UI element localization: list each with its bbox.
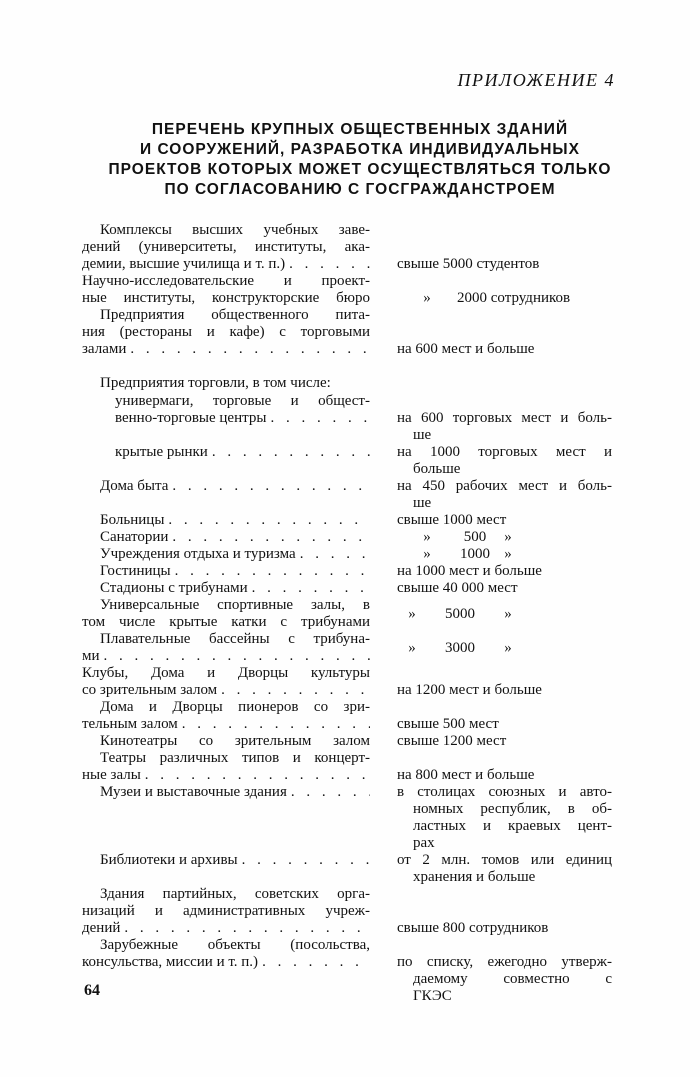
title-line-1: ПЕРЕЧЕНЬ КРУПНЫХ ОБЩЕСТВЕННЫХ ЗДАНИЙ — [151, 121, 569, 138]
row-pioneers-line-2 — [82, 716, 370, 733]
ditto-mark: » — [504, 529, 512, 545]
row-sports-line-2: том числе крытые катки с трибунами — [82, 614, 370, 630]
title-line-4: ПО СОГЛАСОВАНИЮ С ГОСГРАЖДАНСТРОЕМ — [164, 181, 556, 198]
row-stadiums-value: свыше 40 000 мест — [397, 580, 518, 596]
row-clubs-value: на 1200 мест и больше — [397, 682, 542, 698]
row-pools-value — [397, 640, 612, 657]
row-rest-amount: 1000 — [460, 546, 490, 562]
row-food-line-1: Предприятия общественного пита- — [100, 307, 370, 323]
dot-leader — [175, 563, 370, 580]
row-sanatoria-value — [397, 529, 612, 546]
dot-leader — [130, 341, 370, 358]
dot-leader — [168, 512, 370, 529]
row-museums-text: Музеи и выставочные здания — [100, 784, 287, 800]
row-nii-line-2: ные институты, конструкторские бюро — [82, 290, 370, 306]
row-cinemas-value: свыше 1200 мест — [397, 733, 507, 749]
row-pools-amount: 3000 — [445, 640, 475, 656]
row-food-line-3 — [82, 341, 370, 358]
row-sports-amount: 5000 — [445, 606, 475, 622]
row-univermag-line-1: универмаги, торговые и общест- — [115, 393, 370, 409]
row-food-value: на 600 мест и больше — [397, 341, 535, 357]
trade-heading: Предприятия торговли, в том числе: — [100, 375, 331, 391]
row-hospitals-value: свыше 1000 мест — [397, 512, 507, 528]
row-markets-value-1: на 1000 торговых мест и — [397, 444, 612, 460]
row-cinemas: Кинотеатры со зрительным залом — [100, 733, 370, 749]
row-foreign-value-1: по списку, ежегодно утверж- — [397, 954, 612, 970]
row-foreign-value-3: ГКЭС — [413, 988, 452, 1004]
dot-leader — [252, 580, 370, 597]
dot-leader — [242, 852, 370, 869]
row-hospitals — [100, 512, 370, 529]
row-party-line-3 — [82, 920, 370, 937]
row-pools-line-2 — [82, 648, 370, 665]
row-service-line-1 — [100, 478, 370, 495]
row-univermag-value-1: на 600 торговых мест и боль- — [397, 410, 612, 426]
row-foreign-text: консульства, миссии и т. п.) — [82, 954, 259, 970]
dot-leader — [172, 529, 370, 546]
row-theatres-line-2 — [82, 767, 370, 784]
dot-leader — [270, 410, 370, 427]
row-clubs-line-1: Клубы, Дома и Дворцы культуры — [82, 665, 370, 681]
dot-leader — [172, 478, 370, 495]
row-theatres-line-1: Театры различных типов и концерт- — [100, 750, 370, 766]
row-univermag-value-2: ше — [413, 427, 432, 443]
row-univermag-text: венно-торговые центры — [115, 410, 267, 426]
dot-leader — [182, 716, 370, 733]
row-nii-value — [397, 290, 612, 307]
row-food-text: залами — [82, 341, 127, 357]
row-party-value: свыше 800 сотрудников — [397, 920, 549, 936]
row-hotels-value: на 1000 мест и больше — [397, 563, 542, 579]
ditto-mark: » — [423, 546, 431, 562]
row-pools-line-1: Плавательные бассейны с трибуна- — [100, 631, 370, 647]
row-nii-line-1: Научно-исследовательские и проект- — [82, 273, 370, 289]
row-service-value-2: ше — [413, 495, 432, 511]
row-markets-line-1 — [115, 444, 370, 461]
row-rest-value — [397, 546, 612, 563]
row-theatres-value: на 800 мест и больше — [397, 767, 535, 783]
row-pools-text: ми — [82, 648, 100, 664]
row-rest-text: Учреждения отдыха и туризма — [100, 546, 296, 562]
ditto-mark: » — [423, 290, 431, 306]
row-museums-value-4: рах — [413, 835, 435, 851]
row-service-text: Дома быта — [100, 478, 169, 494]
dot-leader — [104, 648, 370, 665]
page-title — [90, 120, 630, 200]
row-pioneers-line-1: Дома и Дворцы пионеров со зри- — [100, 699, 370, 715]
row-sports-value — [397, 606, 612, 623]
row-stadiums — [100, 580, 370, 597]
dot-leader — [262, 954, 370, 971]
title-line-3: ПРОЕКТОВ КОТОРЫХ МОЖЕТ ОСУЩЕСТВЛЯТЬСЯ ТОЛЬКО — [108, 161, 612, 178]
row-rest — [100, 546, 370, 563]
row-libraries-value-1: от 2 млн. томов или единиц — [397, 852, 612, 868]
row-hospitals-text: Больницы — [100, 512, 165, 528]
ditto-mark: » — [504, 606, 512, 622]
dot-leader — [300, 546, 370, 563]
ditto-mark: » — [504, 546, 512, 562]
row-museums-value-1: в столицах союзных и авто- — [397, 784, 612, 800]
page-number: 64 — [84, 982, 100, 999]
row-sanatoria-text: Санатории — [100, 529, 169, 545]
row-vuz-line-3 — [82, 256, 370, 273]
appendix-label: ПРИЛОЖЕНИЕ 4 — [457, 70, 615, 90]
row-pioneers-value: свыше 500 мест — [397, 716, 499, 732]
dot-leader — [145, 767, 370, 784]
row-party-text: дений — [82, 920, 121, 936]
row-vuz-line-2: дений (университеты, институты, ака- — [82, 239, 370, 255]
row-sanatoria-amount: 500 — [463, 529, 487, 545]
ditto-mark: » — [408, 640, 416, 656]
row-libraries-text: Библиотеки и архивы — [100, 852, 238, 868]
row-markets-text: крытые рынки — [115, 444, 208, 460]
row-foreign-line-1: Зарубежные объекты (посольства, — [100, 937, 370, 953]
ditto-mark: » — [423, 529, 431, 545]
row-markets-value-2: больше — [413, 461, 461, 477]
row-museums-value-2: номных республик, в об- — [413, 801, 612, 817]
title-line-2: И СООРУЖЕНИЙ, РАЗРАБОТКА ИНДИВИДУАЛЬНЫХ — [140, 141, 580, 158]
row-vuz-text: демии, высшие училища и т. п.) — [82, 256, 286, 272]
row-foreign-value-2: даемому совместно с — [413, 971, 612, 987]
row-service-value-1: на 450 рабочих мест и боль- — [397, 478, 612, 494]
dot-leader — [212, 444, 370, 461]
row-party-line-2: низаций и административных учреж- — [82, 903, 370, 919]
ditto-mark: » — [408, 606, 416, 622]
row-sanatoria — [100, 529, 370, 546]
row-theatres-text: ные залы — [82, 767, 141, 783]
row-libraries-value-2: хранения и больше — [413, 869, 536, 885]
row-hotels-text: Гостиницы — [100, 563, 171, 579]
row-clubs-line-2 — [82, 682, 370, 699]
row-vuz-value: свыше 5000 студентов — [397, 256, 540, 272]
dot-leader — [289, 256, 370, 273]
row-clubs-text: со зрительным залом — [82, 682, 218, 698]
dot-leader — [124, 920, 370, 937]
row-museums — [100, 784, 370, 801]
row-stadiums-text: Стадионы с трибунами — [100, 580, 248, 596]
dot-leader — [291, 784, 370, 801]
row-hotels — [100, 563, 370, 580]
row-univermag-line-2 — [115, 410, 370, 427]
row-foreign-line-2 — [82, 954, 370, 971]
ditto-mark: » — [504, 640, 512, 656]
row-vuz-line-1: Комплексы высших учебных заве- — [100, 222, 370, 238]
row-pioneers-text: тельным залом — [82, 716, 178, 732]
row-nii-amount: 2000 сотрудников — [457, 290, 571, 306]
row-sports-line-1: Универсальные спортивные залы, в — [100, 597, 370, 613]
row-museums-value-3: ластных и краевых цент- — [413, 818, 612, 834]
row-food-line-2: ния (рестораны и кафе) с торговыми — [82, 324, 370, 340]
row-party-line-1: Здания партийных, советских орга- — [100, 886, 370, 902]
row-libraries — [100, 852, 370, 869]
dot-leader — [221, 682, 370, 699]
